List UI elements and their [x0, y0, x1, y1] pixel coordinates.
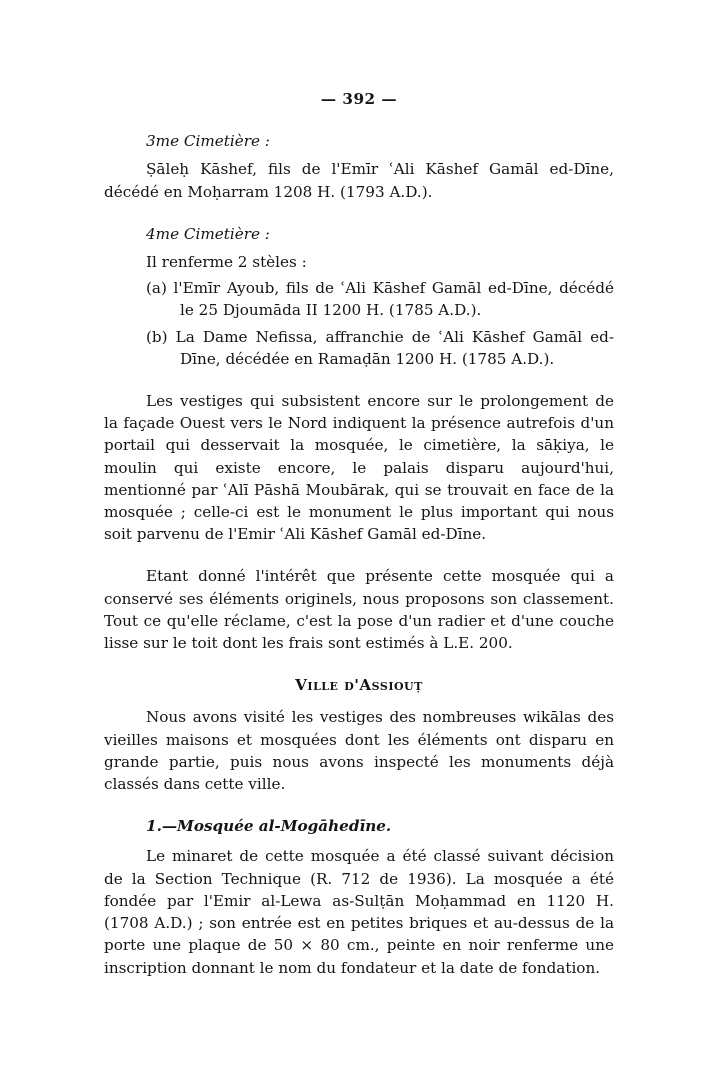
page-number: — 392 —	[320, 90, 398, 108]
section-title: Ville d'Assiouṭ	[295, 676, 423, 695]
cemetery-4-heading: 4me Cimetière :	[146, 224, 270, 243]
cemetery-4-intro: Il renferme 2 stèles :	[146, 253, 307, 272]
stele-item-a: (a) l'Emīr Ayoub, fils de ʿAli Kāshef Gamāl ed-Dīne, décédé le 25 Djoumāda II 1200 H. (1785 A.D.).	[146, 279, 614, 320]
cemetery-3-heading: 3me Cimetière :	[146, 132, 270, 151]
cemetery-3-text: Ṣāleḥ Kāshef, fils de l'Emīr ʿAli Kāshef Gamāl ed-Dīne, décédé en Moḥarram 1208 H. (1793 A.D.).	[104, 160, 614, 201]
paragraph-vestiges: Les vestiges qui subsistent encore sur le prolongement de la façade Ouest vers le Nord indiquent la présence autrefois d'un portail qui desservait la mosquée, le cimetière, la sāḳiya, le moulin qui existe encore, le palais disparu aujourd'hui, mentionné par ʿAlī Pāshā Moubārak, qui se trouvait en face de la mosquée ; celle-ci est le monument le plus important qui nous soit parvenu de l'Emir ʿAli Kāshef Gamāl ed-Dīne.	[104, 392, 614, 544]
paragraph-classement: Etant donné l'intérêt que présente cette mosquée qui a conservé ses éléments originels, nous proposons son classement. Tout ce qu'elle réclame, c'est la pose d'un radier et d'une couche lisse sur le toit dont les frais sont estimés à L.E. 200.	[104, 567, 614, 653]
mosque-text: Le minaret de cette mosquée a été classé suivant décision de la Section Technique (R. 712 de 1936). La mosquée a été fondée par l'Emir al-Lewa as-Sulṭān Moḥammad en 1120 H. (1708 A.D.) ; son entrée est en petites briques et au-dessus de la porte une plaque de 50 × 80 cm., peinte en noir renferme une inscription donnant le nom du fondateur et la date de fondation.	[104, 847, 614, 977]
document-page	[104, 88, 614, 979]
mosque-heading: 1.—Mosquée al-Mogāhedīne.	[146, 817, 392, 836]
stele-item-b: (b) La Dame Nefissa, affranchie de ʿAli Kāshef Gamāl ed-Dīne, décédée en Ramaḍān 1200 H. (1785 A.D.).	[146, 327, 614, 368]
section-intro: Nous avons visité les vestiges des nombreuses wikālas des vieilles maisons et mosquées dont les éléments ont disparu en grande partie, puis nous avons inspecté les monuments déjà classés dans cette ville.	[104, 708, 614, 794]
